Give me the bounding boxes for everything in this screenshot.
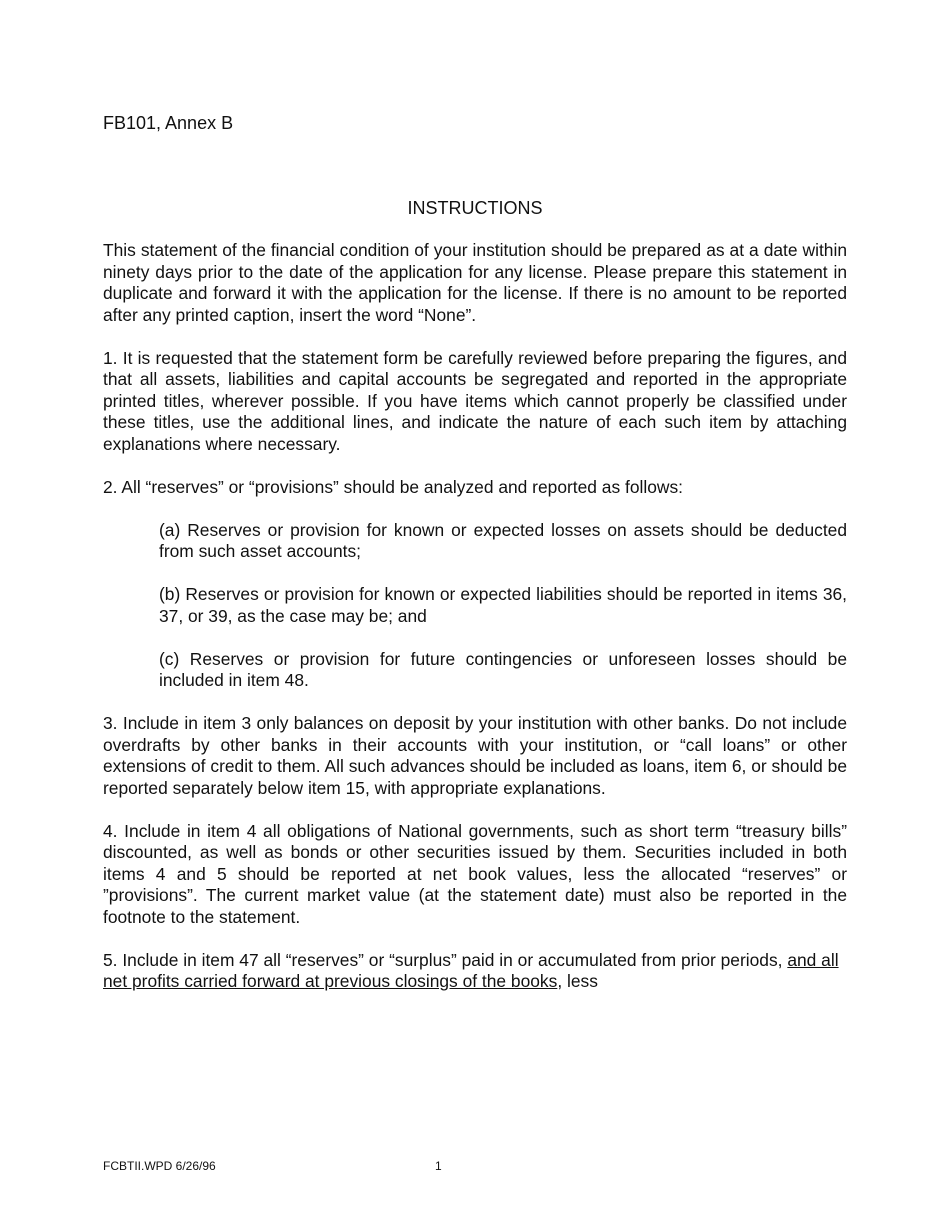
- item-5-underlined-text: and all net profits carried forward at previous closings of the books: [103, 949, 839, 991]
- form-reference: FB101, Annex B: [103, 113, 234, 133]
- item-5-text-end: , less: [557, 971, 598, 991]
- instruction-item-2c: (c) Reserves or provision for future contingencies or unforeseen losses should be included in item 48.: [159, 648, 847, 690]
- instruction-item-2: 2. All “reserves” or “provisions” should be analyzed and reported as follows:: [103, 476, 683, 497]
- footer-file-reference: FCBTII.WPD 6/26/96: [103, 1159, 216, 1173]
- footer-page-number: 1: [435, 1159, 442, 1173]
- instruction-item-3: 3. Include in item 3 only balances on deposit by your institution with other banks. Do not include overdrafts by other banks in their accounts with your institution, or “call loans” or other extensions of credit to them. All such advances should be included as loans, item 6, or should be reported separately below item 15, with appropriate explanations.: [103, 713, 847, 798]
- instruction-item-5: [103, 950, 847, 993]
- instruction-item-2a: (a) Reserves or provision for known or expected losses on assets should be deducted from such asset accounts;: [159, 519, 847, 561]
- item-5-text-start: 5. Include in item 47 all “reserves” or “surplus” paid in or accumulated from prior periods,: [103, 949, 788, 970]
- instruction-item-1: 1. It is requested that the statement form be carefully reviewed before preparing the figures, and that all assets, liabilities and capital accounts be segregated and reported in the appropriate printed titles, wherever possible. If you have items which cannot properly be classified under these titles, use the additional lines, and indicate the nature of each such item by attaching explanations where necessary.: [103, 347, 847, 454]
- instruction-item-4: 4. Include in item 4 all obligations of National governments, such as short term “treasury bills” discounted, as well as bonds or other securities issued by them. Securities included in both items 4 and 5 should be reported at net book values, less the allocated “reserves” or ”provisions”. The current market value (at the statement date) must also be reported in the footnote to the statement.: [103, 820, 847, 927]
- instructions-body: [103, 240, 847, 1014]
- intro-paragraph: This statement of the financial condition of your institution should be prepared as at a date within ninety days prior to the date of the application for any license. Please prepare this statement in duplicate and forward it with the application for the license. If there is no amount to be reported after any printed caption, insert the word “None”.: [103, 240, 847, 325]
- instruction-item-2b: (b) Reserves or provision for known or expected liabilities should be reported in items 36, 37, or 39, as the case may be; and: [159, 584, 847, 626]
- page-title: INSTRUCTIONS: [407, 198, 543, 218]
